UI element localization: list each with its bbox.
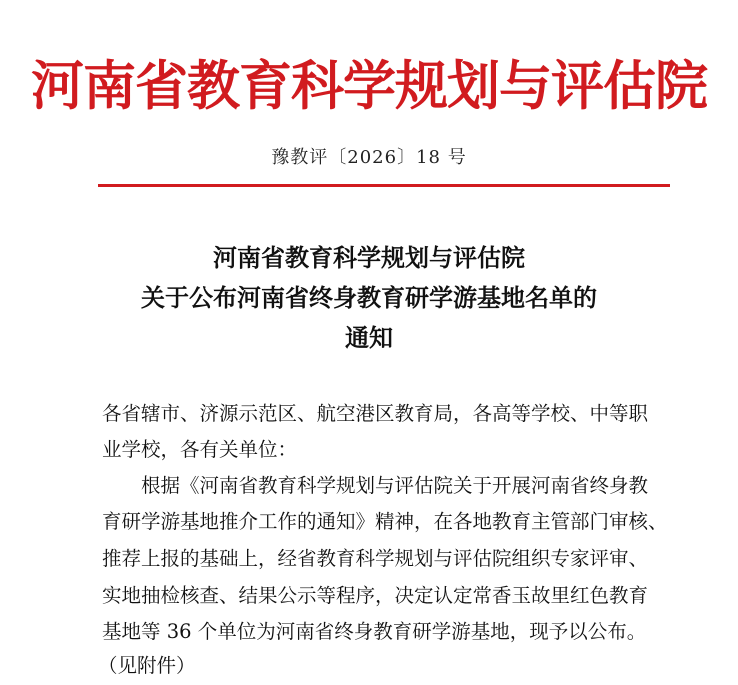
paragraph-line-3: 推荐上报的基础上，经省教育科学规划与评估院组织专家评审、 bbox=[102, 547, 649, 570]
addressee-line-2: 业学校，各有关单位： bbox=[102, 438, 298, 461]
paragraph-line-2: 育研学游基地推介工作的通知》精神，在各地教育主管部门审核、 bbox=[102, 510, 668, 533]
paragraph-line-1: 根据《河南省教育科学规划与评估院关于开展河南省终身教 bbox=[141, 474, 649, 497]
masthead-org-name: 河南省教育科学规划与评估院 bbox=[31, 56, 707, 117]
paragraph-line-6: （见附件） bbox=[98, 654, 196, 677]
title-line-2: 关于公布河南省终身教育研学游基地名单的 bbox=[141, 284, 597, 312]
title-line-1: 河南省教育科学规划与评估院 bbox=[213, 244, 525, 272]
document-number: 豫教评〔2026〕18 号 bbox=[271, 147, 467, 168]
addressee-line-1: 各省辖市、济源示范区、航空港区教育局，各高等学校、中等职 bbox=[102, 402, 649, 425]
red-divider-line bbox=[98, 184, 670, 187]
title-line-3: 通知 bbox=[345, 324, 393, 352]
paragraph-line-4: 实地抽检核查、结果公示等程序，决定认定常香玉故里红色教育 bbox=[102, 584, 649, 607]
paragraph-line-5: 基地等 36 个单位为河南省终身教育研学游基地，现予以公布。 bbox=[102, 620, 647, 643]
